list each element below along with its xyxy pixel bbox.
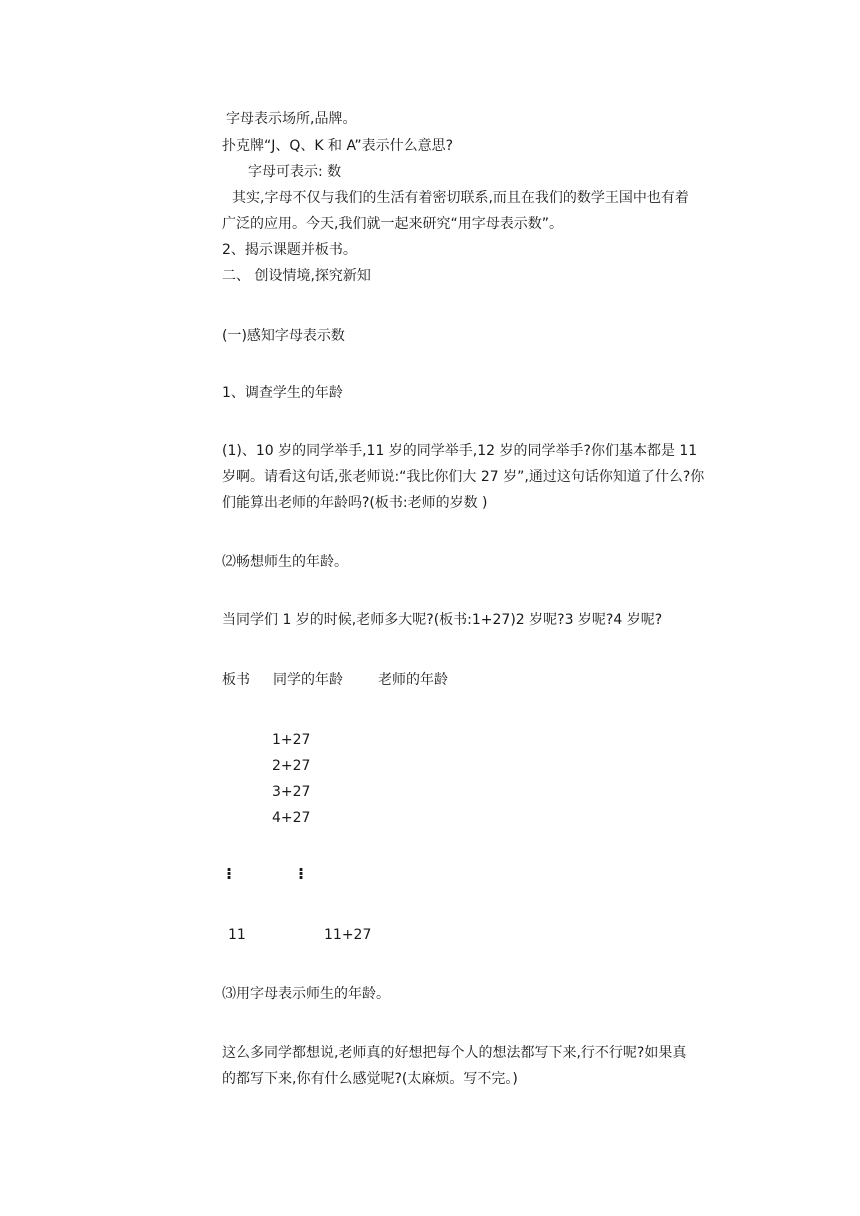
board-expression-2: 2+27 [272, 758, 311, 774]
text-line-letters-represent-numbers: 字母可表示: 数 [248, 164, 342, 180]
step-heading-imagine: ⑵畅想师生的年龄。 [222, 554, 348, 570]
section-heading-2: 二、 创设情境,探究新知 [222, 268, 371, 284]
paragraph-1-line-1: (1)、10 岁的同学举手,11 岁的同学举手,12 岁的同学举手?你们基本都是 11 [222, 443, 698, 459]
text-line-intro-1: 其实,字母不仅与我们的生活有着密切联系,而且在我们的数学王国中也有着 [232, 190, 689, 206]
paragraph-1-line-3: 们能算出老师的年龄吗?(板书:老师的岁数 ) [222, 495, 488, 511]
step-heading-letters: ⑶用字母表示师生的年龄。 [222, 986, 390, 1002]
paragraph-3-line-1: 这么多同学都想说,老师真的好想把每个人的想法都写下来,行不行呢?如果真 [222, 1045, 687, 1061]
board-column-student-age: 同学的年龄 [273, 672, 343, 688]
subsection-heading-1: (一)感知字母表示数 [222, 328, 345, 344]
board-age-11: 11 [228, 927, 246, 943]
text-line-reveal-topic: 2、揭示课题并板书。 [222, 242, 357, 258]
paragraph-1-line-2: 岁啊。请看这句话,张老师说:“我比你们大 27 岁”,通过这句话你知道了什么?你 [222, 469, 705, 485]
vertical-ellipsis-right: ⁝ [298, 864, 305, 883]
board-expression-11: 11+27 [324, 927, 372, 943]
board-expression-3: 3+27 [272, 784, 311, 800]
paragraph-3-line-2: 的都写下来,你有什么感觉呢?(太麻烦。写不完。) [222, 1071, 518, 1087]
text-line-intro-2: 广泛的应用。今天,我们就一起来研究“用字母表示数”。 [222, 216, 563, 232]
vertical-ellipsis-left: ⁝ [226, 864, 233, 883]
board-expression-4: 4+27 [272, 810, 311, 826]
step-heading-survey: 1、调查学生的年龄 [222, 385, 343, 401]
board-label: 板书 [222, 672, 250, 688]
paragraph-2: 当同学们 1 岁的时候,老师多大呢?(板书:1+27)2 岁呢?3 岁呢?4 岁呢? [222, 612, 663, 628]
board-column-teacher-age: 老师的年龄 [378, 672, 448, 688]
text-line-letters-places-brands: 字母表示场所,品牌。 [226, 111, 357, 127]
board-expression-1: 1+27 [272, 732, 311, 748]
text-line-poker-question: 扑克牌“J、Q、K 和 A”表示什么意思? [222, 138, 454, 154]
